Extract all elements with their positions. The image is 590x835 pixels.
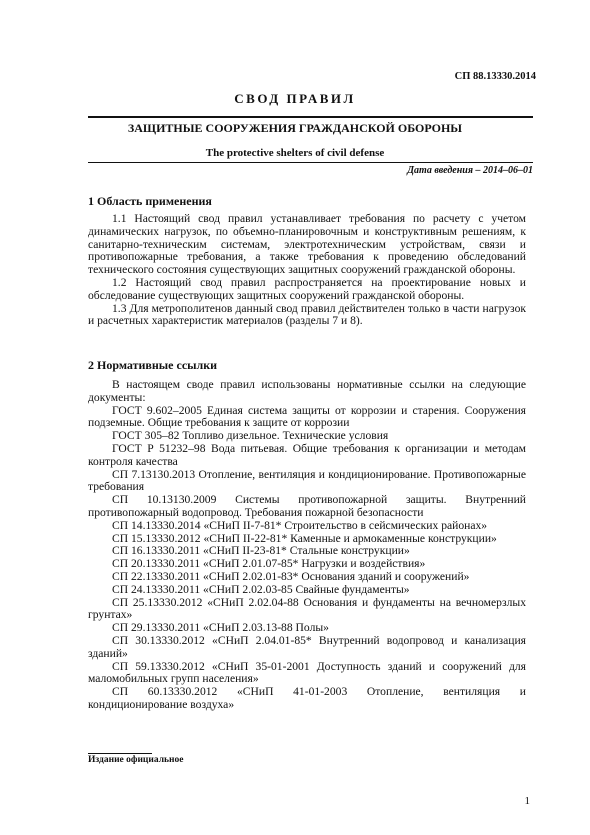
paragraph-1-2: 1.2 Настоящий свод правил распространяется на проектирование новых и обследование существующих защитных сооружений гражданской обороны. <box>88 275 526 302</box>
reference-item: СП 22.13330.2011 «СНиП 2.02.01-83* Основания зданий и сооружений» <box>112 569 470 583</box>
page-number: 1 <box>524 795 530 807</box>
reference-item: ГОСТ 305–82 Топливо дизельное. Технические условия <box>112 429 389 443</box>
reference-item: СП 29.13330.2011 «СНиП 2.03.13-88 Полы» <box>112 621 329 635</box>
intro-date: Дата введения – 2014–06–01 <box>407 165 533 176</box>
reference-item: ГОСТ Р 51232–98 Вода питьевая. Общие требования к организации и методам контроля качества <box>88 441 526 468</box>
reference-item: СП 14.13330.2014 «СНиП II-7-81* Строительство в сейсмических районах» <box>112 518 488 532</box>
reference-item: СП 20.13330.2011 «СНиП 2.01.07-85* Нагрузки и воздействия» <box>112 557 426 571</box>
doc-number: СП 88.13330.2014 <box>454 71 536 82</box>
main-title: СВОД ПРАВИЛ <box>234 91 356 106</box>
reference-item: СП 30.13330.2012 «СНиП 2.04.01-85* Внутренний водопровод и канализация зданий» <box>88 633 526 660</box>
reference-item: СП 60.13330.2012 «СНиП 41-01-2003 Отопление, вентиляция и кондиционирование воздуха» <box>88 685 526 711</box>
reference-item: СП 16.13330.2011 «СНиП II-23-81* Стальные конструкции» <box>112 544 410 558</box>
reference-item: СП 24.13330.2011 «СНиП 2.02.03-85 Свайные фундаменты» <box>112 582 410 596</box>
reference-item: СП 15.13330.2012 «СНиП II-22-81* Каменные и армокаменные конструкции» <box>112 531 497 545</box>
title-divider <box>88 116 533 118</box>
section-1-heading: 1 Область применения <box>88 194 212 208</box>
footer-divider <box>88 753 152 754</box>
official-edition-note: Издание официальное <box>88 755 184 765</box>
subject-title-en: The protective shelters of civil defense <box>205 147 385 159</box>
section-2-intro: В настоящем своде правил использованы нормативные ссылки на следующие документы: <box>88 378 526 404</box>
section-2-heading: 2 Нормативные ссылки <box>88 358 218 372</box>
paragraph-1-3: 1.3 Для метрополитенов данный свод правил действителен только в части нагрузок и расчетных характеристик материалов (разделы 7 и 8). <box>88 301 526 328</box>
reference-item: СП 25.13330.2012 «СНиП 2.02.04-88 Основания и фундаменты на вечномерзлых грунтах» <box>88 595 526 622</box>
reference-item: ГОСТ 9.602–2005 Единая система защиты от коррозии и старения. Сооружения подземные. Общие требования к защите от коррозии <box>88 403 526 430</box>
subject-title-ru: ЗАЩИТНЫЕ СООРУЖЕНИЯ ГРАЖДАНСКОЙ ОБОРОНЫ <box>127 121 463 135</box>
section-2-body <box>88 379 526 712</box>
reference-item: СП 10.13130.2009 Системы противопожарной защиты. Внутренний противопожарный водопровод. Требования пожарной безопасности <box>88 493 526 519</box>
reference-item: СП 59.13330.2012 «СНиП 35-01-2001 Доступность зданий и сооружений для маломобильных групп населения» <box>88 659 526 686</box>
reference-item: СП 7.13130.2013 Отопление, вентиляция и кондиционирование. Противопожарные требования <box>88 467 526 494</box>
section-1-body <box>88 213 526 328</box>
paragraph-1-1: 1.1 Настоящий свод правил устанавливает требования по расчету с учетом динамических нагрузок, по объемно-планировочным и конструктивным решениям, к санитарно-техническим системам, электротехническим устройствам, связи и противопожарные требования, а также требования к проведению обследований технического состояния существующих защитных сооружений гражданской обороны. <box>88 212 526 277</box>
subtitle-divider <box>88 162 533 163</box>
